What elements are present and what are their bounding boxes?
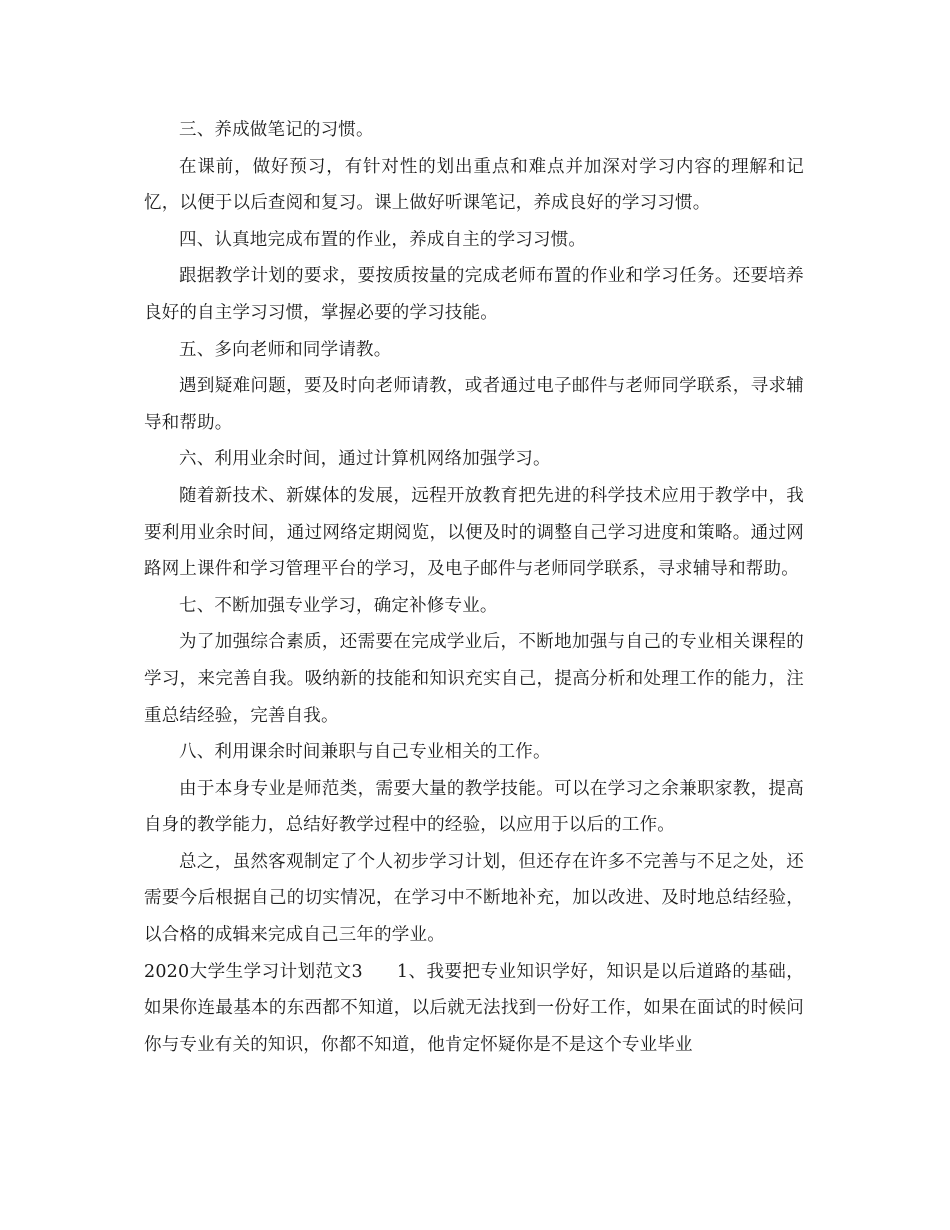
- paragraph-part-time-work: 由于本身专业是师范类，需要大量的教学技能。可以在学习之余兼职家教，提高自身的教学能力，总结好教学过程中的经验，以应用于以后的工作。: [144, 778, 804, 836]
- paragraph-conclusion: 总之，虽然客观制定了个人初步学习计划，但还存在许多不完善与不足之处，还需要今后根据自己的切实情况，在学习中不断地补充，加以改进、及时地总结经验，以合格的成辑来完成自己三年的学业。: [144, 851, 804, 946]
- final-section-paragraph: [144, 954, 804, 1064]
- section-heading-5: 五、多向老师和同学请教。: [179, 339, 392, 360]
- section-heading-3: 三、养成做笔记的习惯。: [179, 120, 374, 140]
- section-heading-4: 四、认真地完成布置的作业，养成自主的学习习惯。: [179, 229, 587, 250]
- paragraph-homework: 跟据教学计划的要求，要按质按量的完成老师布置的作业和学习任务。还要培养良好的自主学习习惯，掌握必要的学习技能。: [144, 266, 804, 323]
- section-heading-8: 八、利用课余时间兼职与自己专业相关的工作。: [179, 742, 551, 763]
- section-heading-7: 七、不断加强专业学习，确定补修专业。: [179, 595, 498, 616]
- final-section-title: 2020大学生学习计划范文3: [144, 961, 363, 982]
- document-body: [144, 112, 804, 1063]
- paragraph-online-learning: 随着新技术、新媒体的发展，远程开放教育把先进的科学技术应用于教学中，我要利用业余时间，通过网络定期阅览，以便及时的调整自己学习进度和策略。通过网路网上课件和学习管理平台的学习，及电子邮件与老师同学联系，寻求辅导和帮助。: [144, 485, 804, 580]
- section-heading-6: 六、利用业余时间，通过计算机网络加强学习。: [179, 449, 551, 470]
- paragraph-professional-study: 为了加强综合素质，还需要在完成学业后，不断地加强与自己的专业相关课程的学习，来完善自我。吸纳新的技能和知识充实自己，提高分析和处理工作的能力，注重总结经验，完善自我。: [144, 632, 804, 726]
- paragraph-notes: 在课前，做好预习，有针对性的划出重点和难点并加深对学习内容的理解和记忆，以便于以后查阅和复习。课上做好听课笔记，养成良好的学习习惯。: [144, 156, 804, 214]
- paragraph-ask-teachers: 遇到疑难问题，要及时向老师请教，或者通过电子邮件与老师同学联系，寻求辅导和帮助。: [144, 376, 804, 433]
- final-section-text: 1、我要把专业知识学好，知识是以后道路的基础，如果你连最基本的东西都不知道，以后就无法找到一份好工作，如果在面试的时候问你与专业有关的知识，你都不知道，他肯定怀疑你是不是这个专业毕业: [144, 961, 804, 1055]
